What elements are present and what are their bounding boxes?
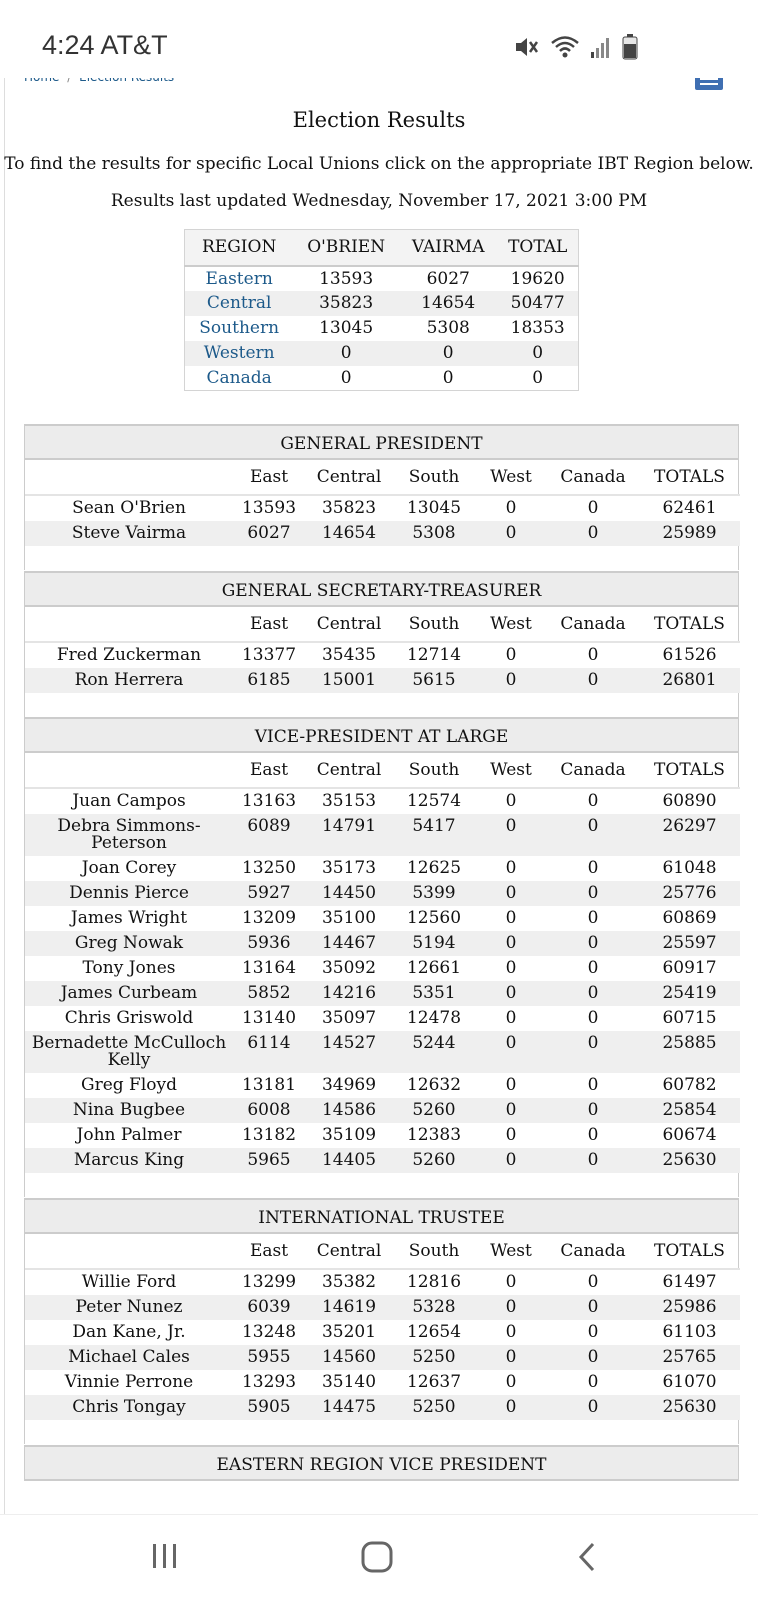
south-cell: 12714 [393, 642, 475, 668]
central-cell: 15001 [305, 668, 393, 693]
back-icon[interactable] [575, 1541, 599, 1577]
wifi-icon [550, 35, 580, 59]
canada-cell: 0 [547, 1295, 639, 1320]
canada-cell: 0 [547, 495, 639, 521]
candidate-row [25, 1370, 740, 1395]
east-cell: 13377 [233, 642, 305, 668]
candidate-name-cell: James Curbeam [25, 981, 233, 1006]
central-cell: 14475 [305, 1395, 393, 1420]
candidate-column-header [25, 753, 233, 788]
candidate-row [25, 956, 740, 981]
totals-cell: 25630 [639, 1395, 740, 1420]
obrien-column-header: O'BRIEN [293, 230, 399, 266]
canada-cell: 0 [547, 1073, 639, 1098]
region-link[interactable]: Canada [185, 366, 294, 391]
central-cell: 35092 [305, 956, 393, 981]
canada-cell: 0 [547, 1098, 639, 1123]
west-cell: 0 [475, 1320, 547, 1345]
south-cell: 12632 [393, 1073, 475, 1098]
canada-cell: 0 [547, 1123, 639, 1148]
canada-cell: 0 [547, 931, 639, 956]
candidate-name-cell: James Wright [25, 906, 233, 931]
candidate-name-cell: Peter Nunez [25, 1295, 233, 1320]
page-title: Election Results [292, 108, 466, 132]
central-cell: 14586 [305, 1098, 393, 1123]
south-cell: 5250 [393, 1345, 475, 1370]
east-cell: 5936 [233, 931, 305, 956]
canada-cell: 0 [547, 1370, 639, 1395]
candidate-name-cell: Vinnie Perrone [25, 1370, 233, 1395]
region-row [185, 291, 579, 316]
totals-column-header: TOTALS [639, 753, 740, 788]
candidate-row [25, 1006, 740, 1031]
east-cell: 6114 [233, 1031, 305, 1073]
central-cell: 35153 [305, 788, 393, 814]
east-cell: 6089 [233, 814, 305, 856]
canada-column-header: Canada [547, 607, 639, 642]
vairma-cell: 0 [399, 341, 497, 366]
totals-cell: 25986 [639, 1295, 740, 1320]
section-spacer [25, 693, 738, 717]
race-section [24, 571, 739, 717]
last-updated-text: Results last updated Wednesday, November 17, 2021 3:00 PM [110, 191, 648, 211]
south-column-header: South [393, 460, 475, 495]
east-cell: 13250 [233, 856, 305, 881]
candidate-name-cell: Nina Bugbee [25, 1098, 233, 1123]
region-link[interactable]: Central [185, 291, 294, 316]
west-cell: 0 [475, 931, 547, 956]
candidate-row [25, 1098, 740, 1123]
race-title: GENERAL PRESIDENT [25, 424, 738, 460]
south-cell: 5399 [393, 881, 475, 906]
west-column-header: West [475, 460, 547, 495]
vairma-cell: 5308 [399, 316, 497, 341]
obrien-cell: 13045 [293, 316, 399, 341]
central-cell: 14527 [305, 1031, 393, 1073]
totals-cell: 60917 [639, 956, 740, 981]
vairma-cell: 0 [399, 366, 497, 391]
region-row [185, 266, 579, 291]
totals-column-header: TOTALS [639, 607, 740, 642]
south-cell: 5615 [393, 668, 475, 693]
south-cell: 12574 [393, 788, 475, 814]
east-cell: 5927 [233, 881, 305, 906]
south-cell: 5260 [393, 1148, 475, 1173]
candidate-row [25, 856, 740, 881]
east-cell: 6039 [233, 1295, 305, 1320]
west-cell: 0 [475, 856, 547, 881]
south-cell: 5417 [393, 814, 475, 856]
canada-cell: 0 [547, 906, 639, 931]
central-cell: 35435 [305, 642, 393, 668]
canada-cell: 0 [547, 642, 639, 668]
vairma-cell: 14654 [399, 291, 497, 316]
intro-text: To find the results for specific Local Unions click on the appropriate IBT Region below. [4, 154, 754, 174]
totals-cell: 25854 [639, 1098, 740, 1123]
totals-cell: 61526 [639, 642, 740, 668]
candidate-name-cell: Dennis Pierce [25, 881, 233, 906]
candidate-row [25, 1148, 740, 1173]
east-cell: 5955 [233, 1345, 305, 1370]
candidate-row [25, 1073, 740, 1098]
east-column-header: East [233, 607, 305, 642]
central-cell: 14654 [305, 521, 393, 546]
south-cell: 5308 [393, 521, 475, 546]
central-cell: 35109 [305, 1123, 393, 1148]
totals-cell: 62461 [639, 495, 740, 521]
totals-cell: 61048 [639, 856, 740, 881]
west-cell: 0 [475, 495, 547, 521]
totals-cell: 25630 [639, 1148, 740, 1173]
section-spacer [25, 1420, 738, 1444]
totals-cell: 60715 [639, 1006, 740, 1031]
central-column-header: Central [305, 1234, 393, 1269]
race-section [24, 1198, 739, 1444]
race-header-row [25, 460, 740, 495]
section-spacer [25, 1173, 738, 1197]
candidate-row [25, 881, 740, 906]
totals-cell: 26297 [639, 814, 740, 856]
east-column-header: East [233, 753, 305, 788]
east-column-header: East [233, 1234, 305, 1269]
canada-cell: 0 [547, 668, 639, 693]
obrien-cell: 0 [293, 341, 399, 366]
west-cell: 0 [475, 1269, 547, 1295]
east-cell: 5852 [233, 981, 305, 1006]
candidate-row [25, 931, 740, 956]
central-cell: 14791 [305, 814, 393, 856]
west-cell: 0 [475, 881, 547, 906]
east-cell: 13209 [233, 906, 305, 931]
south-column-header: South [393, 1234, 475, 1269]
candidate-name-cell: Greg Floyd [25, 1073, 233, 1098]
west-cell: 0 [475, 1395, 547, 1420]
candidate-name-cell: Joan Corey [25, 856, 233, 881]
vairma-cell: 6027 [399, 266, 497, 291]
west-cell: 0 [475, 1006, 547, 1031]
candidate-name-cell: Greg Nowak [25, 931, 233, 956]
candidate-row [25, 1123, 740, 1148]
west-cell: 0 [475, 906, 547, 931]
recent-apps-icon[interactable] [150, 1541, 180, 1575]
candidate-row [25, 1395, 740, 1420]
west-cell: 0 [475, 1031, 547, 1073]
race-title: VICE-PRESIDENT AT LARGE [25, 717, 738, 753]
west-cell: 0 [475, 1370, 547, 1395]
home-icon[interactable] [361, 1541, 393, 1577]
east-cell: 5965 [233, 1148, 305, 1173]
race-section [24, 424, 739, 570]
central-cell: 14560 [305, 1345, 393, 1370]
race-section [24, 717, 739, 1197]
south-column-header: South [393, 607, 475, 642]
totals-cell: 60782 [639, 1073, 740, 1098]
totals-cell: 25776 [639, 881, 740, 906]
canada-cell: 0 [547, 1320, 639, 1345]
east-cell: 6185 [233, 668, 305, 693]
candidate-name-cell: Chris Griswold [25, 1006, 233, 1031]
mute-icon [514, 35, 540, 59]
west-cell: 0 [475, 1345, 547, 1370]
vairma-column-header: VAIRMA [399, 230, 497, 266]
east-cell: 13593 [233, 495, 305, 521]
central-cell: 14450 [305, 881, 393, 906]
east-cell: 13182 [233, 1123, 305, 1148]
candidate-name-cell: Steve Vairma [25, 521, 233, 546]
race-results-table [25, 607, 740, 693]
south-cell: 12637 [393, 1370, 475, 1395]
candidate-row [25, 1031, 740, 1073]
east-cell: 13181 [233, 1073, 305, 1098]
west-cell: 0 [475, 1148, 547, 1173]
west-column-header: West [475, 753, 547, 788]
south-cell: 5328 [393, 1295, 475, 1320]
totals-cell: 26801 [639, 668, 740, 693]
south-cell: 5351 [393, 981, 475, 1006]
central-cell: 35201 [305, 1320, 393, 1345]
navigation-bar [0, 1514, 758, 1600]
west-cell: 0 [475, 788, 547, 814]
south-cell: 5194 [393, 931, 475, 956]
candidate-name-cell: John Palmer [25, 1123, 233, 1148]
candidate-row [25, 495, 740, 521]
signal-icon [590, 35, 612, 59]
east-cell: 13163 [233, 788, 305, 814]
central-cell: 14405 [305, 1148, 393, 1173]
canada-column-header: Canada [547, 460, 639, 495]
canada-cell: 0 [547, 1345, 639, 1370]
totals-cell: 61497 [639, 1269, 740, 1295]
east-cell: 6008 [233, 1098, 305, 1123]
total-cell: 0 [497, 341, 578, 366]
status-bar [0, 0, 758, 78]
race-results-table [25, 1234, 740, 1420]
section-spacer [25, 546, 738, 570]
race-header-row [25, 607, 740, 642]
west-cell: 0 [475, 668, 547, 693]
candidate-name-cell: Marcus King [25, 1148, 233, 1173]
south-cell: 12625 [393, 856, 475, 881]
region-row [185, 316, 579, 341]
totals-cell: 61103 [639, 1320, 740, 1345]
west-cell: 0 [475, 521, 547, 546]
west-cell: 0 [475, 981, 547, 1006]
west-column-header: West [475, 1234, 547, 1269]
west-cell: 0 [475, 1073, 547, 1098]
south-cell: 12654 [393, 1320, 475, 1345]
east-cell: 5905 [233, 1395, 305, 1420]
race-header-row [25, 1234, 740, 1269]
south-cell: 12560 [393, 906, 475, 931]
canada-cell: 0 [547, 856, 639, 881]
obrien-cell: 13593 [293, 266, 399, 291]
candidate-name-cell: Chris Tongay [25, 1395, 233, 1420]
west-cell: 0 [475, 642, 547, 668]
region-column-header: REGION [185, 230, 294, 266]
totals-cell: 25885 [639, 1031, 740, 1073]
candidate-row [25, 981, 740, 1006]
totals-cell: 60869 [639, 906, 740, 931]
totals-cell: 61070 [639, 1370, 740, 1395]
candidate-row [25, 1295, 740, 1320]
candidate-row [25, 788, 740, 814]
central-cell: 35823 [305, 495, 393, 521]
total-column-header: TOTAL [497, 230, 578, 266]
region-link[interactable]: Eastern [185, 266, 294, 291]
totals-cell: 60890 [639, 788, 740, 814]
status-icons [514, 34, 638, 60]
candidate-name-cell: Willie Ford [25, 1269, 233, 1295]
candidate-row [25, 521, 740, 546]
candidate-row [25, 814, 740, 856]
race-section [24, 1445, 739, 1481]
obrien-cell: 35823 [293, 291, 399, 316]
region-row [185, 366, 579, 391]
east-cell: 13299 [233, 1269, 305, 1295]
totals-cell: 25989 [639, 521, 740, 546]
total-cell: 18353 [497, 316, 578, 341]
south-cell: 12478 [393, 1006, 475, 1031]
south-cell: 5260 [393, 1098, 475, 1123]
totals-column-header: TOTALS [639, 1234, 740, 1269]
south-cell: 13045 [393, 495, 475, 521]
central-cell: 35097 [305, 1006, 393, 1031]
east-cell: 13140 [233, 1006, 305, 1031]
east-column-header: East [233, 460, 305, 495]
canada-column-header: Canada [547, 1234, 639, 1269]
canada-cell: 0 [547, 881, 639, 906]
canada-cell: 0 [547, 814, 639, 856]
total-cell: 50477 [497, 291, 578, 316]
canada-cell: 0 [547, 1148, 639, 1173]
canada-cell: 0 [547, 1031, 639, 1073]
central-cell: 14216 [305, 981, 393, 1006]
left-rule [4, 78, 5, 1514]
race-results-table [25, 460, 740, 546]
west-cell: 0 [475, 1295, 547, 1320]
canada-cell: 0 [547, 981, 639, 1006]
central-column-header: Central [305, 460, 393, 495]
east-cell: 13248 [233, 1320, 305, 1345]
east-cell: 13293 [233, 1370, 305, 1395]
canada-column-header: Canada [547, 753, 639, 788]
central-column-header: Central [305, 753, 393, 788]
status-time: 4:24 AT&T [42, 30, 168, 60]
south-cell: 12383 [393, 1123, 475, 1148]
canada-cell: 0 [547, 956, 639, 981]
canada-cell: 0 [547, 521, 639, 546]
central-cell: 14619 [305, 1295, 393, 1320]
totals-cell: 60674 [639, 1123, 740, 1148]
east-cell: 13164 [233, 956, 305, 981]
south-cell: 5250 [393, 1395, 475, 1420]
totals-cell: 25597 [639, 931, 740, 956]
candidate-name-cell: Bernadette McCulloch Kelly [25, 1031, 233, 1073]
south-cell: 5244 [393, 1031, 475, 1073]
central-cell: 14467 [305, 931, 393, 956]
race-results-table [25, 753, 740, 1173]
candidate-name-cell: Fred Zuckerman [25, 642, 233, 668]
candidate-row [25, 642, 740, 668]
obrien-cell: 0 [293, 366, 399, 391]
race-header-row [25, 753, 740, 788]
central-cell: 35140 [305, 1370, 393, 1395]
central-column-header: Central [305, 607, 393, 642]
candidate-name-cell: Ron Herrera [25, 668, 233, 693]
totals-column-header: TOTALS [639, 460, 740, 495]
total-cell: 19620 [497, 266, 578, 291]
candidate-name-cell: Juan Campos [25, 788, 233, 814]
region-row [185, 341, 579, 366]
candidate-name-cell: Debra Simmons-Peterson [25, 814, 233, 856]
west-cell: 0 [475, 814, 547, 856]
region-link[interactable]: Southern [185, 316, 294, 341]
candidate-column-header [25, 607, 233, 642]
candidate-name-cell: Dan Kane, Jr. [25, 1320, 233, 1345]
east-cell: 6027 [233, 521, 305, 546]
region-summary-table [184, 229, 579, 391]
totals-cell: 25419 [639, 981, 740, 1006]
candidate-row [25, 1345, 740, 1370]
candidate-name-cell: Tony Jones [25, 956, 233, 981]
west-column-header: West [475, 607, 547, 642]
total-cell: 0 [497, 366, 578, 391]
canada-cell: 0 [547, 788, 639, 814]
candidate-row [25, 1269, 740, 1295]
west-cell: 0 [475, 1123, 547, 1148]
race-title: EASTERN REGION VICE PRESIDENT [25, 1445, 738, 1481]
west-cell: 0 [475, 1098, 547, 1123]
race-title: GENERAL SECRETARY-TREASURER [25, 571, 738, 607]
central-cell: 35173 [305, 856, 393, 881]
south-cell: 12816 [393, 1269, 475, 1295]
central-cell: 34969 [305, 1073, 393, 1098]
totals-cell: 25765 [639, 1345, 740, 1370]
west-cell: 0 [475, 956, 547, 981]
candidate-row [25, 1320, 740, 1345]
candidate-column-header [25, 460, 233, 495]
candidate-column-header [25, 1234, 233, 1269]
candidate-name-cell: Sean O'Brien [25, 495, 233, 521]
region-link[interactable]: Western [185, 341, 294, 366]
canada-cell: 0 [547, 1269, 639, 1295]
south-column-header: South [393, 753, 475, 788]
canada-cell: 0 [547, 1395, 639, 1420]
region-table-header-row [185, 230, 579, 266]
central-cell: 35100 [305, 906, 393, 931]
central-cell: 35382 [305, 1269, 393, 1295]
race-title: INTERNATIONAL TRUSTEE [25, 1198, 738, 1234]
page-content [0, 78, 758, 1514]
south-cell: 12661 [393, 956, 475, 981]
candidate-row [25, 668, 740, 693]
canada-cell: 0 [547, 1006, 639, 1031]
battery-icon [622, 34, 638, 60]
candidate-row [25, 906, 740, 931]
candidate-name-cell: Michael Cales [25, 1345, 233, 1370]
